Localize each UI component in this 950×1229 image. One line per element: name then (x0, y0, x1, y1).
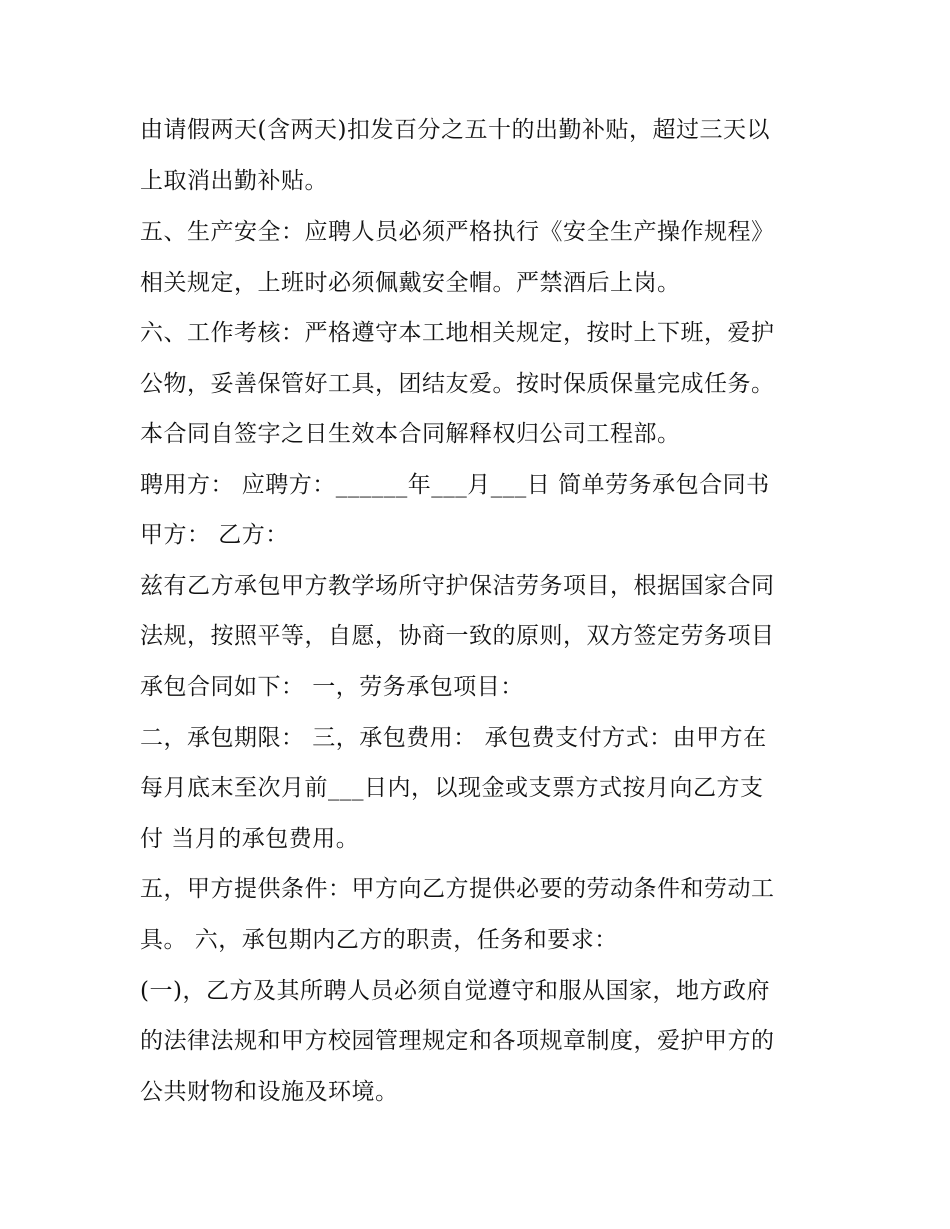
text-line: 本合同自签字之日生效本合同解释权归公司工程部。 (140, 421, 681, 447)
text-line: 公物，妥善保管好工具，团结友爱。按时保质保量完成任务。 (140, 371, 775, 397)
text-line: 法规，按照平等，自愿，协商一致的原则，双方签定劳务项目 (140, 623, 775, 649)
text-line: 承包合同如下： 一，劳务承包项目： (140, 674, 524, 700)
text-line: 兹有乙方承包甲方教学场所守护保洁劳务项目，根据国家合同 (140, 573, 775, 599)
text-line: 具。 六，承包期内乙方的职责，任务和要求： (140, 927, 618, 953)
text-line: 五、生产安全：应聘人员必须严格执行《安全生产操作规程》 (140, 219, 775, 245)
text-line: (一)，乙方及其所聘人员必须自觉遵守和服从国家，地方政府 (140, 978, 770, 1004)
text-line: 甲方： 乙方： (140, 522, 289, 548)
text-line: 每月底末至次月前___日内，以现金或支票方式按月向乙方支 (140, 775, 764, 801)
text-line: 付 当月的承包费用。 (140, 826, 360, 852)
text-line: 相关规定，上班时必须佩戴安全帽。严禁酒后上岗。 (140, 270, 681, 296)
text-line: 二，承包期限： 三，承包费用： 承包费支付方式：由甲方在 (140, 725, 767, 751)
text-line: 由请假两天(含两天)扣发百分之五十的出勤补贴，超过三天以 (140, 117, 770, 143)
text-line: 五，甲方提供条件：甲方向乙方提供必要的劳动条件和劳动工 (140, 876, 775, 902)
text-line: 六、工作考核：严格遵守本工地相关规定，按时上下班，爱护 (140, 320, 775, 346)
text-line: 聘用方： 应聘方：______年___月___日 简单劳务承包合同书 (140, 472, 770, 498)
text-line: 上取消出勤补贴。 (140, 168, 328, 194)
text-line: 的法律法规和甲方校园管理规定和各项规章制度，爱护甲方的 (140, 1028, 775, 1054)
text-line: 公共财物和设施及环境。 (140, 1079, 399, 1105)
